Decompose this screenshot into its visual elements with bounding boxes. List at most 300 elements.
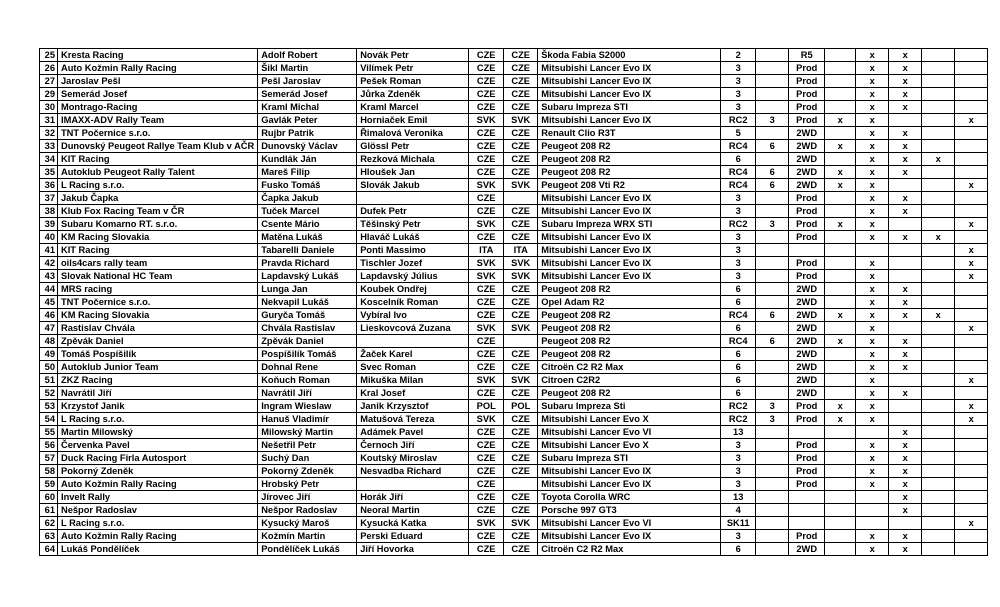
driver-cell: Nekvapil Lukáš [258,296,357,309]
class-cell: RC4 [721,140,756,153]
team-cell: Lukáš Pondělíček [58,543,258,556]
driver-nation-cell: CZE [469,452,504,465]
flag-a-cell [825,270,856,283]
car-cell: Mitsubishi Lancer Evo IX [538,75,721,88]
flag-d-cell [922,465,955,478]
flag-a-cell [825,257,856,270]
co-driver-cell: Neoral Martin [357,504,469,517]
flag-a-cell [825,361,856,374]
flag-c-cell: x [889,231,922,244]
flag-b-cell: x [856,101,889,114]
rc-class-cell [756,478,789,491]
car-cell: Peugeot 208 R2 [538,166,721,179]
class-cell: 6 [721,322,756,335]
table-row [40,491,988,504]
category-cell: 2WD [789,322,825,335]
class-cell: RC2 [721,413,756,426]
start-number-cell: 40 [40,231,58,244]
flag-b-cell: x [856,452,889,465]
class-cell: 6 [721,296,756,309]
flag-d-cell [922,244,955,257]
flag-b-cell: x [856,322,889,335]
class-cell: 3 [721,244,756,257]
driver-cell: Chvála Rastislav [258,322,357,335]
flag-e-cell [955,101,988,114]
car-cell: Subaru Impreza STI [538,101,721,114]
flag-a-cell [825,322,856,335]
start-number-cell: 64 [40,543,58,556]
category-cell: Prod [789,101,825,114]
co-driver-nation-cell: CZE [504,387,538,400]
flag-b-cell: x [856,465,889,478]
driver-cell: Pokorný Zdeněk [258,465,357,478]
flag-d-cell [922,205,955,218]
class-cell: 6 [721,283,756,296]
team-cell: Autoklub Peugeot Rally Talent [58,166,258,179]
flag-b-cell: x [856,283,889,296]
class-cell: 3 [721,231,756,244]
class-cell: 6 [721,387,756,400]
driver-cell: Hanuš Vladimír [258,413,357,426]
co-driver-nation-cell: CZE [504,504,538,517]
flag-e-cell [955,62,988,75]
flag-a-cell: x [825,218,856,231]
co-driver-nation-cell: ITA [504,244,538,257]
driver-nation-cell: CZE [469,387,504,400]
rc-class-cell: 3 [756,413,789,426]
co-driver-nation-cell: SVK [504,179,538,192]
table-row [40,283,988,296]
driver-nation-cell: CZE [469,426,504,439]
team-cell: L Racing s.r.o. [58,517,258,530]
flag-d-cell [922,166,955,179]
flag-a-cell [825,192,856,205]
co-driver-cell: Novák Petr [357,49,469,62]
flag-c-cell: x [889,491,922,504]
flag-b-cell: x [856,309,889,322]
co-driver-nation-cell: CZE [504,413,538,426]
start-number-cell: 57 [40,452,58,465]
flag-b-cell: x [856,166,889,179]
flag-b-cell: x [856,140,889,153]
table-row [40,387,988,400]
flag-e-cell: x [955,400,988,413]
driver-nation-cell: SVK [469,218,504,231]
flag-c-cell: x [889,348,922,361]
flag-d-cell [922,387,955,400]
category-cell: 2WD [789,348,825,361]
category-cell: Prod [789,439,825,452]
entry-rows [40,49,988,556]
co-driver-nation-cell: SVK [504,257,538,270]
category-cell: 2WD [789,179,825,192]
rc-class-cell [756,387,789,400]
co-driver-cell: Vybíral Ivo [357,309,469,322]
entry-list-sheet [39,48,988,556]
driver-nation-cell: CZE [469,49,504,62]
co-driver-cell: Janik Krzysztof [357,400,469,413]
flag-a-cell: x [825,114,856,127]
flag-c-cell: x [889,283,922,296]
entry-list-table [39,48,988,556]
driver-nation-cell: CZE [469,348,504,361]
class-cell: 3 [721,465,756,478]
flag-d-cell: x [922,309,955,322]
flag-a-cell [825,49,856,62]
car-cell: Mitsubishi Lancer Evo IX [538,231,721,244]
car-cell: Citroën C2 R2 Max [538,361,721,374]
co-driver-cell: Kysucká Katka [357,517,469,530]
flag-b-cell: x [856,205,889,218]
category-cell: 2WD [789,166,825,179]
flag-a-cell [825,452,856,465]
flag-d-cell [922,192,955,205]
flag-b-cell: x [856,413,889,426]
category-cell: Prod [789,452,825,465]
start-number-cell: 48 [40,335,58,348]
flag-d-cell [922,517,955,530]
flag-e-cell [955,140,988,153]
driver-nation-cell: CZE [469,296,504,309]
car-cell: Peugeot 208 R2 [538,335,721,348]
team-cell: Zpěvák Daniel [58,335,258,348]
flag-a-cell [825,153,856,166]
flag-c-cell: x [889,75,922,88]
flag-a-cell [825,517,856,530]
flag-d-cell [922,335,955,348]
car-cell: Mitsubishi Lancer Evo IX [538,530,721,543]
flag-b-cell: x [856,335,889,348]
rc-class-cell [756,530,789,543]
driver-cell: Pešl Jaroslav [258,75,357,88]
co-driver-cell: Horák Jiří [357,491,469,504]
flag-a-cell [825,296,856,309]
driver-cell: Pravda Richard [258,257,357,270]
flag-b-cell: x [856,543,889,556]
class-cell: 13 [721,491,756,504]
rc-class-cell [756,426,789,439]
start-number-cell: 58 [40,465,58,478]
car-cell: Mitsubishi Lancer Evo X [538,439,721,452]
co-driver-cell: Nesvadba Richard [357,465,469,478]
team-cell: TNT Počernice s.r.o. [58,296,258,309]
driver-nation-cell: CZE [469,504,504,517]
co-driver-cell: Perski Eduard [357,530,469,543]
category-cell: R5 [789,49,825,62]
flag-c-cell [889,374,922,387]
flag-d-cell: x [922,231,955,244]
flag-c-cell: x [889,101,922,114]
team-cell: L Racing s.r.o. [58,179,258,192]
category-cell: Prod [789,413,825,426]
co-driver-cell: Svec Roman [357,361,469,374]
flag-d-cell [922,400,955,413]
team-cell: Subaru Komarno RT. s.r.o. [58,218,258,231]
co-driver-nation-cell: CZE [504,309,538,322]
table-row [40,179,988,192]
flag-e-cell: x [955,244,988,257]
team-cell: IMAXX-ADV Rally Team [58,114,258,127]
flag-e-cell [955,296,988,309]
driver-nation-cell: CZE [469,283,504,296]
table-row [40,192,988,205]
rc-class-cell: 3 [756,400,789,413]
team-cell: KM Racing Slovakia [58,231,258,244]
category-cell: 2WD [789,387,825,400]
driver-cell: Čapka Jakub [258,192,357,205]
start-number-cell: 49 [40,348,58,361]
driver-cell: Kožmín Martin [258,530,357,543]
start-number-cell: 52 [40,387,58,400]
flag-d-cell [922,257,955,270]
flag-d-cell: x [922,153,955,166]
flag-d-cell [922,426,955,439]
driver-nation-cell: SVK [469,517,504,530]
table-row [40,101,988,114]
start-number-cell: 29 [40,88,58,101]
table-row [40,478,988,491]
car-cell: Peugeot 208 R2 [538,153,721,166]
team-cell: Autoklub Junior Team [58,361,258,374]
class-cell: RC4 [721,309,756,322]
co-driver-nation-cell: CZE [504,296,538,309]
driver-nation-cell: CZE [469,478,504,491]
flag-e-cell [955,205,988,218]
start-number-cell: 34 [40,153,58,166]
class-cell: 3 [721,478,756,491]
rc-class-cell [756,257,789,270]
rc-class-cell [756,205,789,218]
class-cell: 5 [721,127,756,140]
table-row [40,153,988,166]
co-driver-cell: Ponti Massimo [357,244,469,257]
flag-b-cell: x [856,270,889,283]
car-cell: Mitsubishi Lancer Evo IX [538,478,721,491]
flag-a-cell: x [825,400,856,413]
car-cell: Toyota Corolla WRC [538,491,721,504]
rc-class-cell [756,231,789,244]
co-driver-cell: Řimalová Veronika [357,127,469,140]
co-driver-nation-cell [504,478,538,491]
flag-a-cell [825,231,856,244]
class-cell: 3 [721,452,756,465]
flag-d-cell [922,88,955,101]
flag-c-cell: x [889,49,922,62]
rc-class-cell [756,348,789,361]
class-cell: RC4 [721,166,756,179]
co-driver-cell: Koutský Miroslav [357,452,469,465]
co-driver-cell: Koubek Ondřej [357,283,469,296]
category-cell: Prod [789,465,825,478]
flag-e-cell: x [955,218,988,231]
category-cell [789,504,825,517]
flag-a-cell [825,348,856,361]
table-row [40,296,988,309]
co-driver-nation-cell: CZE [504,283,538,296]
car-cell: Peugeot 208 R2 [538,387,721,400]
class-cell: 6 [721,153,756,166]
team-cell: Invelt Rally [58,491,258,504]
table-row [40,465,988,478]
team-cell: Auto Kožmin Rally Racing [58,530,258,543]
flag-c-cell: x [889,296,922,309]
co-driver-nation-cell: SVK [504,322,538,335]
class-cell: 6 [721,348,756,361]
team-cell: Rastislav Chvála [58,322,258,335]
rc-class-cell: 3 [756,114,789,127]
flag-b-cell: x [856,62,889,75]
team-cell: KIT Racing [58,244,258,257]
co-driver-nation-cell: CZE [504,205,538,218]
category-cell: 2WD [789,361,825,374]
flag-d-cell [922,75,955,88]
co-driver-cell: Tischler Jozef [357,257,469,270]
driver-cell: Semerád Josef [258,88,357,101]
flag-d-cell [922,491,955,504]
start-number-cell: 33 [40,140,58,153]
driver-nation-cell: CZE [469,192,504,205]
start-number-cell: 43 [40,270,58,283]
driver-nation-cell: CZE [469,88,504,101]
class-cell: 3 [721,205,756,218]
rc-class-cell [756,49,789,62]
co-driver-cell: Pešek Roman [357,75,469,88]
driver-nation-cell: CZE [469,543,504,556]
flag-e-cell [955,88,988,101]
table-row [40,270,988,283]
co-driver-nation-cell [504,192,538,205]
co-driver-cell [357,192,469,205]
co-driver-cell: Matušová Tereza [357,413,469,426]
driver-cell: Tabarelli Daniele [258,244,357,257]
co-driver-nation-cell: CZE [504,166,538,179]
rc-class-cell: 6 [756,179,789,192]
rc-class-cell [756,270,789,283]
car-cell: Peugeot 208 Vti R2 [538,179,721,192]
flag-c-cell [889,400,922,413]
start-number-cell: 42 [40,257,58,270]
driver-cell: Kraml Michal [258,101,357,114]
flag-c-cell [889,179,922,192]
car-cell: Mitsubishi Lancer Evo IX [538,192,721,205]
flag-b-cell [856,426,889,439]
table-row [40,62,988,75]
driver-cell: Lapdavský Lukáš [258,270,357,283]
co-driver-cell: Horniaček Emil [357,114,469,127]
driver-cell: Fusko Tomáš [258,179,357,192]
co-driver-nation-cell: CZE [504,426,538,439]
start-number-cell: 51 [40,374,58,387]
co-driver-cell: Rezková Michala [357,153,469,166]
start-number-cell: 44 [40,283,58,296]
flag-d-cell [922,452,955,465]
rc-class-cell [756,322,789,335]
team-cell: Semerád Josef [58,88,258,101]
driver-cell: Šikl Martin [258,62,357,75]
driver-nation-cell: SVK [469,413,504,426]
flag-b-cell: x [856,478,889,491]
co-driver-nation-cell: SVK [504,374,538,387]
class-cell: 4 [721,504,756,517]
class-cell: 3 [721,439,756,452]
rc-class-cell [756,439,789,452]
driver-cell: Tuček Marcel [258,205,357,218]
flag-e-cell [955,452,988,465]
co-driver-cell: Glössl Petr [357,140,469,153]
start-number-cell: 32 [40,127,58,140]
category-cell [789,491,825,504]
flag-e-cell [955,49,988,62]
category-cell: Prod [789,75,825,88]
flag-c-cell [889,218,922,231]
co-driver-cell: Slovák Jakub [357,179,469,192]
flag-b-cell: x [856,387,889,400]
flag-e-cell [955,75,988,88]
co-driver-cell: Kraml Marcel [357,101,469,114]
team-cell: Tomáš Pospíšilík [58,348,258,361]
flag-e-cell: x [955,322,988,335]
rc-class-cell: 3 [756,218,789,231]
flag-e-cell: x [955,517,988,530]
driver-nation-cell: CZE [469,101,504,114]
car-cell: Subaru Impreza Sti [538,400,721,413]
category-cell: Prod [789,62,825,75]
flag-a-cell [825,504,856,517]
table-row [40,244,988,257]
driver-nation-cell: CZE [469,309,504,322]
flag-c-cell: x [889,465,922,478]
driver-nation-cell: CZE [469,491,504,504]
co-driver-cell: Kral Josef [357,387,469,400]
co-driver-nation-cell: CZE [504,530,538,543]
table-row [40,361,988,374]
team-cell: ZKZ Racing [58,374,258,387]
flag-b-cell: x [856,530,889,543]
car-cell: Mitsubishi Lancer Evo IX [538,114,721,127]
flag-c-cell [889,270,922,283]
flag-c-cell: x [889,452,922,465]
team-cell: Krzystof Janik [58,400,258,413]
table-row [40,426,988,439]
co-driver-cell: Hloušek Jan [357,166,469,179]
flag-c-cell: x [889,166,922,179]
category-cell: Prod [789,257,825,270]
flag-c-cell: x [889,205,922,218]
co-driver-cell: Jůrka Zdeněk [357,88,469,101]
flag-d-cell [922,296,955,309]
team-cell: Auto Kožmin Rally Racing [58,478,258,491]
flag-d-cell [922,530,955,543]
class-cell: RC4 [721,179,756,192]
flag-e-cell [955,530,988,543]
car-cell: Peugeot 208 R2 [538,322,721,335]
flag-d-cell [922,101,955,114]
flag-d-cell [922,62,955,75]
flag-a-cell [825,127,856,140]
table-row [40,374,988,387]
flag-e-cell [955,335,988,348]
start-number-cell: 31 [40,114,58,127]
table-row [40,140,988,153]
car-cell: Opel Adam R2 [538,296,721,309]
start-number-cell: 35 [40,166,58,179]
flag-c-cell: x [889,192,922,205]
co-driver-nation-cell: CZE [504,49,538,62]
flag-c-cell: x [889,140,922,153]
flag-b-cell: x [856,257,889,270]
driver-cell: Koňuch Roman [258,374,357,387]
flag-a-cell [825,244,856,257]
